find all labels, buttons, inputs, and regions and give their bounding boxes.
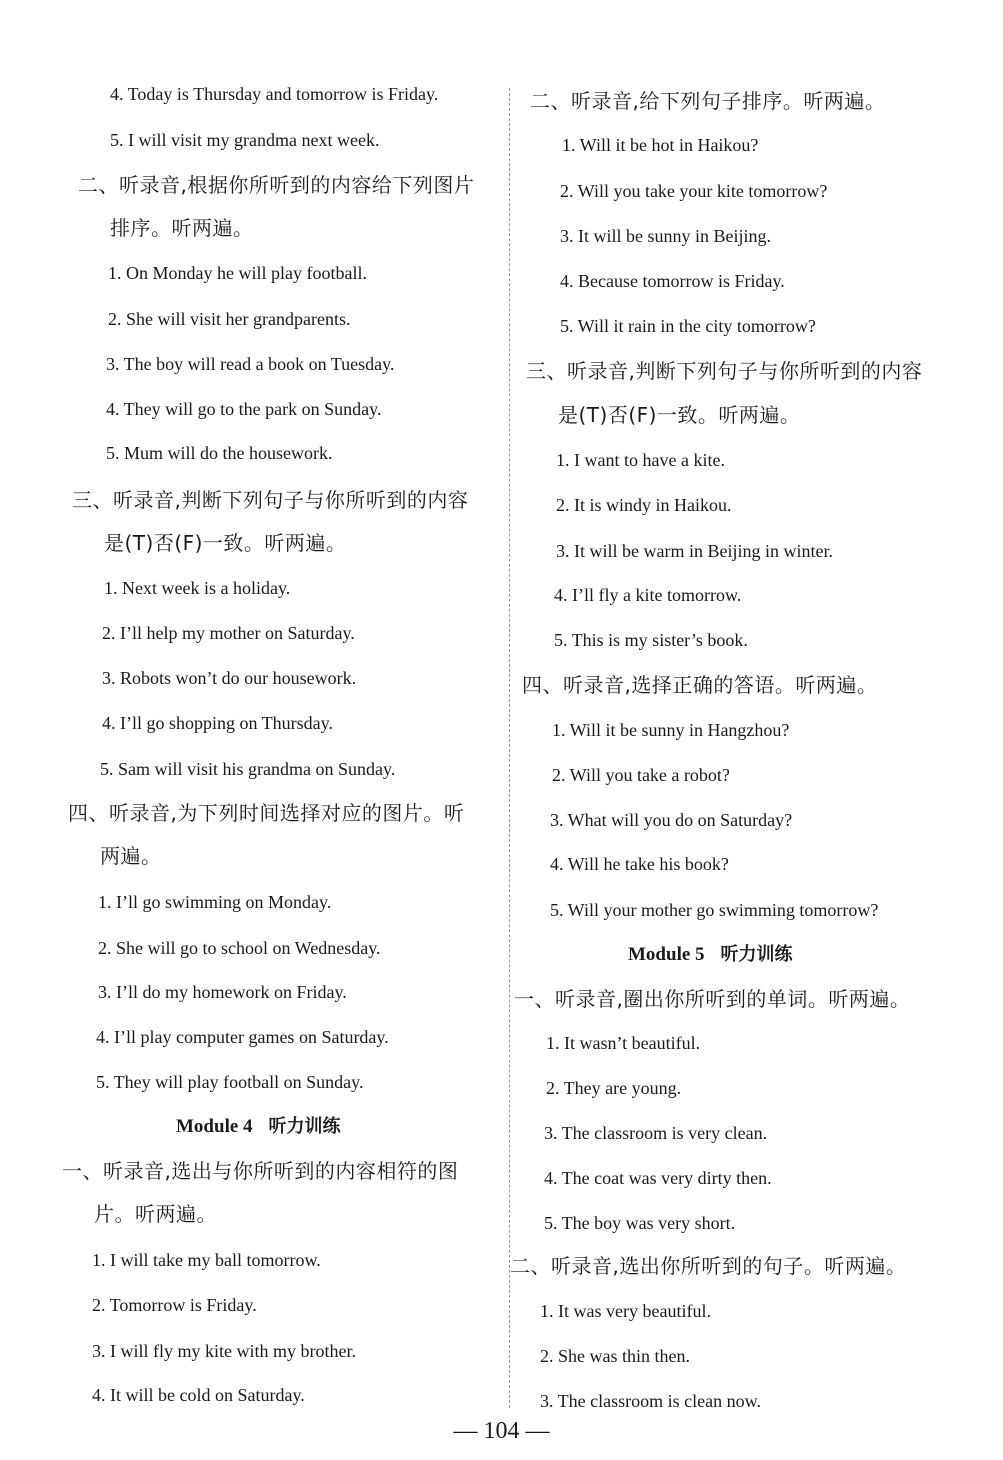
sentence: 4. The coat was very dirty then. [544, 1168, 772, 1188]
page-number: — 104 — [453, 1418, 550, 1444]
sentence: 3. The boy will read a book on Tuesday. [106, 354, 395, 374]
sentence: 2. I’ll help my mother on Saturday. [102, 623, 355, 643]
sentence: 1. Will it be sunny in Hangzhou? [552, 720, 790, 740]
sentence: 4. They will go to the park on Sunday. [106, 399, 382, 419]
sentence: 5. Mum will do the housework. [106, 443, 333, 463]
sentence: 2. Will you take a robot? [552, 765, 730, 785]
sentence: 4. Because tomorrow is Friday. [560, 271, 785, 291]
module-title [176, 1112, 341, 1138]
sentence: 2. She will go to school on Wednesday. [98, 938, 381, 958]
sentence: 5. The boy was very short. [544, 1213, 736, 1233]
section-heading-cont: 两遍。 [100, 844, 162, 868]
sentence: 3. What will you do on Saturday? [550, 810, 793, 830]
module-title [628, 940, 793, 966]
sentence: 4. It will be cold on Saturday. [92, 1385, 305, 1405]
sentence: 2. Will you take your kite tomorrow? [560, 181, 828, 201]
sentence: 2. It is windy in Haikou. [556, 495, 732, 515]
sentence: 5. I will visit my grandma next week. [110, 130, 380, 150]
section-heading: 三、听录音,判断下列句子与你所听到的内容 [72, 488, 469, 512]
sentence: 4. Will he take his book? [550, 854, 729, 874]
sentence: 4. I’ll play computer games on Saturday. [96, 1027, 389, 1047]
section-heading-cont: 是(T)否(F)一致。听两遍。 [104, 531, 347, 555]
sentence: 3. The classroom is clean now. [540, 1391, 761, 1411]
section-heading: 一、听录音,圈出你所听到的单词。听两遍。 [514, 987, 911, 1011]
sentence: 5. This is my sister’s book. [554, 630, 748, 650]
sentence: 2. They are young. [546, 1078, 682, 1098]
module-title-cn: 听力训练 [720, 944, 793, 965]
sentence: 1. I will take my ball tomorrow. [92, 1250, 321, 1270]
section-heading: 四、听录音,为下列时间选择对应的图片。听 [68, 801, 465, 825]
section-heading: 二、听录音,给下列句子排序。听两遍。 [530, 89, 886, 113]
section-heading: 二、听录音,选出你所听到的句子。听两遍。 [510, 1254, 907, 1278]
sentence: 1. It was very beautiful. [540, 1301, 711, 1321]
sentence: 1. Will it be hot in Haikou? [562, 135, 759, 155]
module-title-en: Module 4 [176, 1116, 253, 1137]
sentence: 4. Today is Thursday and tomorrow is Friday. [110, 84, 439, 104]
sentence: 2. She was thin then. [540, 1346, 690, 1366]
module-title-cn: 听力训练 [268, 1116, 341, 1137]
sentence: 1. I’ll go swimming on Monday. [98, 892, 332, 912]
sentence: 1. I want to have a kite. [556, 450, 725, 470]
sentence: 3. I will fly my kite with my brother. [92, 1341, 356, 1361]
sentence: 1. Next week is a holiday. [104, 578, 291, 598]
section-heading-cont: 是(T)否(F)一致。听两遍。 [558, 403, 801, 427]
sentence: 3. I’ll do my homework on Friday. [98, 982, 347, 1002]
sentence: 2. Tomorrow is Friday. [92, 1295, 257, 1315]
section-heading-cont: 排序。听两遍。 [110, 216, 254, 240]
sentence: 3. It will be warm in Beijing in winter. [556, 541, 833, 561]
column-divider [509, 88, 510, 1408]
section-heading: 一、听录音,选出与你所听到的内容相符的图 [62, 1159, 459, 1183]
sentence: 3. It will be sunny in Beijing. [560, 226, 771, 246]
sentence: 5. Will it rain in the city tomorrow? [560, 316, 816, 336]
sentence: 1. It wasn’t beautiful. [546, 1033, 701, 1053]
sentence: 2. She will visit her grandparents. [108, 309, 351, 329]
sentence: 3. The classroom is very clean. [544, 1123, 768, 1143]
sentence: 4. I’ll fly a kite tomorrow. [554, 585, 742, 605]
section-heading: 四、听录音,选择正确的答语。听两遍。 [522, 673, 878, 697]
sentence: 5. Sam will visit his grandma on Sunday. [100, 759, 396, 779]
section-heading: 三、听录音,判断下列句子与你所听到的内容 [526, 359, 923, 383]
sentence: 1. On Monday he will play football. [108, 263, 367, 283]
sentence: 5. They will play football on Sunday. [96, 1072, 364, 1092]
section-heading-cont: 片。听两遍。 [94, 1202, 217, 1226]
module-title-en: Module 5 [628, 944, 705, 965]
sentence: 5. Will your mother go swimming tomorrow? [550, 900, 879, 920]
section-heading: 二、听录音,根据你所听到的内容给下列图片 [78, 173, 475, 197]
sentence: 3. Robots won’t do our housework. [102, 668, 357, 688]
sentence: 4. I’ll go shopping on Thursday. [102, 713, 333, 733]
